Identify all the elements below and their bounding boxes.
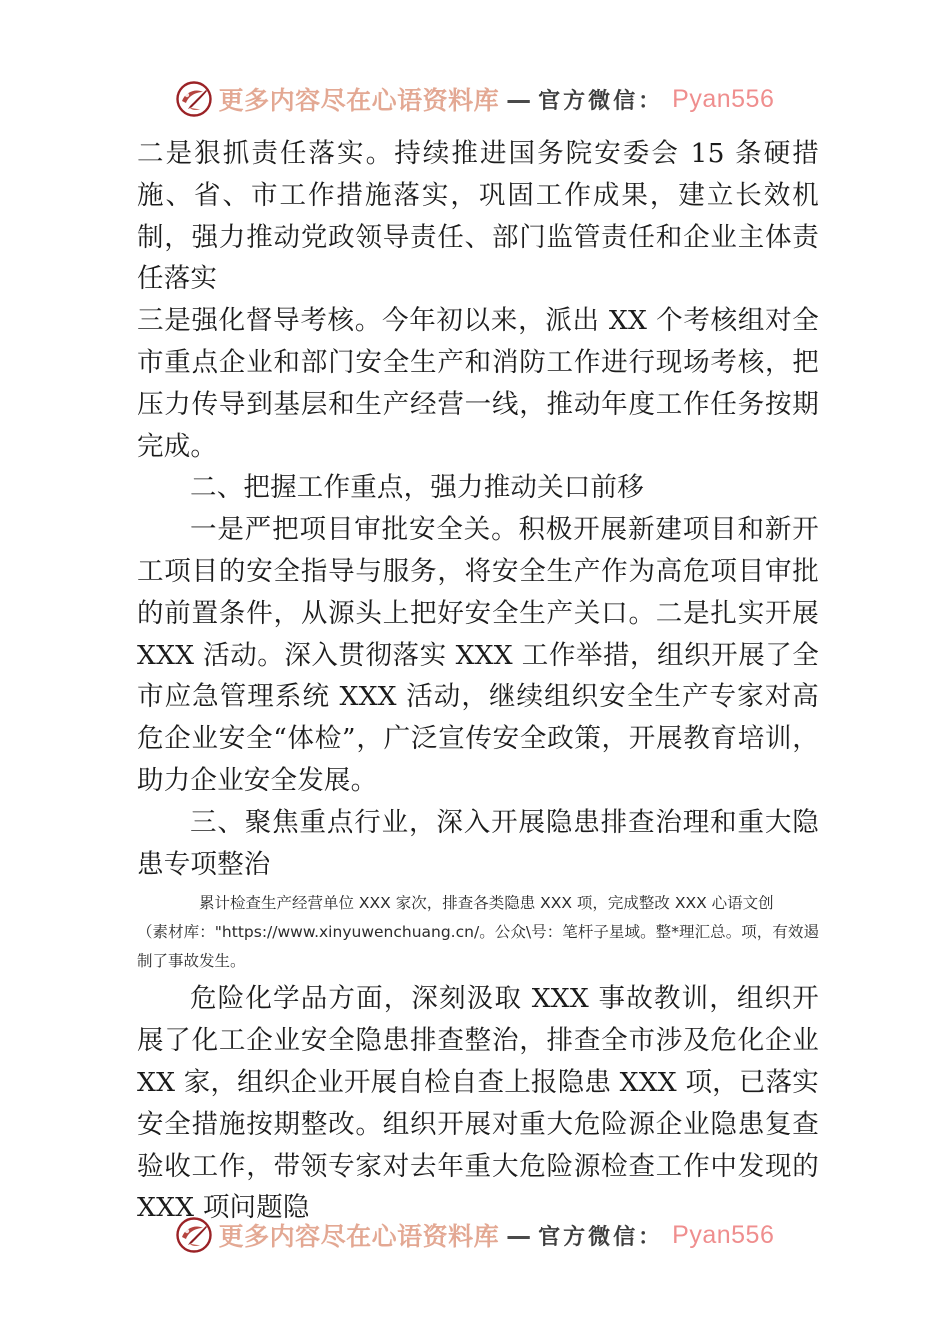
- watermark-inner: [176, 81, 775, 117]
- watermark-wechat-label: 官方微信：: [538, 87, 664, 114]
- watermark-dash-footer: —: [506, 1220, 532, 1250]
- paragraph-supervision: 三是强化督导考核。今年初以来，派出 XX 个考核组对全市重点企业和部门安全生产和消防工作进行现场考核，把压力传导到基层和生产经营一线，推动年度工作任务按期完成。: [137, 305, 819, 462]
- watermark-wechat-label-footer: 官方微信：: [538, 1223, 664, 1250]
- document-body: [137, 133, 819, 1229]
- watermark-main-text: 更多内容尽在心语资料库: [218, 86, 500, 115]
- brush-circle-logo-icon: [176, 81, 212, 117]
- watermark-account-id: Pyan556: [672, 84, 775, 113]
- brush-circle-logo-icon: [176, 1217, 212, 1253]
- statistics-note-line-1: 累计检查生产经营单位 XXX 家次，排查各类隐患 XXX 项，完成整改 XXX 心语文创: [199, 894, 774, 913]
- paragraph-project-approval: 一是严把项目审批安全关。积极开展新建项目和新开工项目的安全指导与服务，将安全生产作为高危项目审批的前置条件，从源头上把好安全生产关口。二是扎实开展 XXX 活动。深入贯彻落实 XXX 工作举措，组织开展了全市应急管理系统 XXX 活动，继续组织安全生产专家对高危企业安全“体检”，广泛宣传安全政策，开展教育培训，助力企业安全发展。: [137, 514, 819, 796]
- heading-section-two: 二、把握工作重点，强力推动关口前移: [190, 472, 644, 504]
- watermark-inner-footer: [176, 1217, 775, 1253]
- statistics-note-line-2: （素材库："https://www.xinyuwenchuang.cn/。公众\号：笔杆子星域。整*理汇总。项，有效遏制了事故发生。: [137, 923, 819, 971]
- paragraph-hazardous-chemicals: 危险化学品方面，深刻汲取 XXX 事故教训，组织开展了化工企业安全隐患排查整治，排查全市涉及危化企业 XX 家，组织企业开展自检自查上报隐患 XXX 项，已落实安全措施按期整改。组织开展对重大危险源企业隐患复查验收工作，带领专家对去年重大危险源检查工作中发现的 XXX 项问题隐: [137, 983, 819, 1224]
- watermark-account-id-footer: Pyan556: [672, 1220, 775, 1249]
- watermark-footer: [0, 1212, 950, 1258]
- statistics-note-block: [137, 889, 819, 976]
- watermark-main-text-footer: 更多内容尽在心语资料库: [218, 1222, 500, 1251]
- paragraph-responsibility: 二是狠抓责任落实。持续推进国务院安委会 15 条硬措施、省、市工作措施落实，巩固工作成果，建立长效机制，强力推动党政领导责任、部门监管责任和企业主体责任落实: [137, 138, 819, 295]
- watermark-header: [0, 76, 950, 122]
- watermark-dash: —: [506, 84, 532, 114]
- heading-section-three: 三、聚焦重点行业，深入开展隐患排查治理和重大隐患专项整治: [137, 806, 819, 880]
